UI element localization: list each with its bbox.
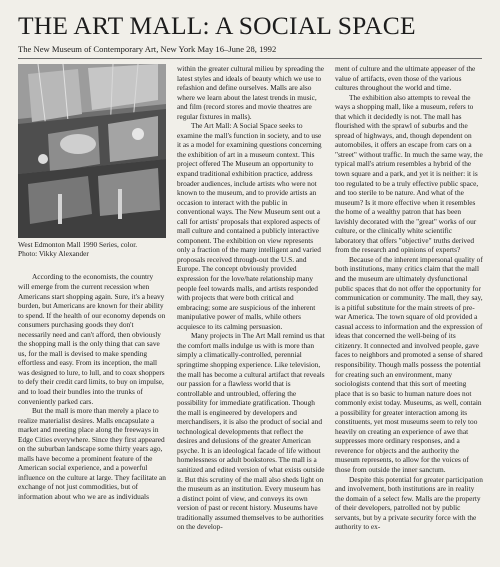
paragraph: But the mall is more than merely a place to realize materialist desires. Malls encapsulate a market and meeting place along the freeways in Edge Cities everywhere. Since they first appeared on the suburban landscape some thirty years ago, malls have become a prominent feature of the American social experience, and a powerful influence on the culture at large. They facilitate an exchange of not just commodities, but of information about who we are as individuals [18,406,166,501]
text-column-2 [177,64,325,564]
photo-caption [18,240,166,258]
paragraph: Despite this potential for greater participation and involvement, both institutions are in reality the domain of a select few. Malls are the property of their developers, patrolled not by public servants, but by a private security force with the authority to ex- [335,474,483,532]
mall-photo [18,64,166,238]
paragraph: The Art Mall: A Social Space seeks to examine the mall's function in society, and to use it as a model for examining questions concerning the exhibition of art in a museum context. This project offered The Museum an opportunity to expand traditional exhibition practice, address broader audiences, include artists who were not known to the museum, and to provide artists an occasion to interact with the public in conventional ways. The New Museum sent out a call for artists' proposals that explored aspects of mall culture and contained a publicly interactive component. The exhibition on view represents only a fraction of the many intelligent and varied proposals received through-out the U.S. and Europe. The concept obviously provided expression for the love/hate relationship many people feel towards malls, and artists responded with projects that were both critical and embracing; some are suspicious of the inherent manipulative power of malls, while others acquiesce to its calming persuasion. [177,121,322,331]
paragraph: According to the economists, the country will emerge from the current recession when Americans start shopping again. Sure, it's a heavy burden, but Americans are known for their ability to spend. If the health of our economy depends on consumers purchasing goods they don't necessarily need and can't afford, then obviously the shopping mall is the only thing that can save us, for the mall is devised to make spending effortless and easy. From its inception, the mall was designed to lure, to lull, and to coax shoppers to defy their credit card limits, to buy on impulse, and to load their bundles into the trunks of conveniently parked cars. [18,272,166,406]
photo-caption-title: West Edmonton Mall 1990 Series, color. [18,240,138,249]
mall-interior-illustration [18,64,166,238]
title-rule [18,58,482,59]
paragraph: Many projects in The Art Mall remind us that the comfort malls indulge us with is more than simply a climatically-controlled, perennial springtime shopping experience. Like television, the mall has become a cultural artifact that reveals our passion for a flawless world that is controllable and untroubled, offering the possibility for immediate gratification. Though the mall is engineered by developers and merchandisers, it is also the product of social and technological developments that reflect the desires and delusions of the greater American psyche. It is an ideological facade of life without homelessness or adult bookstores. The mall is a sanitized and edited version of what exists outside it. But this scrutiny of the mall also sheds light on the museum as an institution. Every museum has a distinct point of view, and conveys its own version of past or recent history. Museums have traditionally assumed themselves to be authorities on the develop- [177,331,325,532]
text-column-1 [18,64,166,564]
page-title: THE ART MALL: A SOCIAL SPACE [18,11,416,40]
paragraph: ment of culture and the ultimate appeaser of the value of artifacts, even those of the various cultures throughout the world and time. [335,64,476,93]
text-column-3 [335,64,483,564]
photo-credit: Photo: Vikky Alexander [18,249,89,259]
caption-spacer [18,264,166,272]
paragraph: The exhibition also attempts to reveal the ways a shopping mall, like a museum, refers to that which it decidedly is not. The mall has flourished with the sprawl of suburbs and the spread of highways, and, though dependent on automobiles, it offers an escape from cars on a "street" without traffic. In much the same way, the typical mall's atrium resembles a hybrid of the town square and a park, and yet it is neither: it is too regulated to be a truly effective public space, and too sterile to be nature. And what of the museum? Is it more effective when it resembles the home of a wealthy patron that has been lavishly decorated with the "great" works of our culture, or the clinically white scientific laboratory that offers "objective" truths derived from the research and opinions of experts? [335,92,483,255]
paragraph: within the greater cultural milieu by spreading the latest styles and ideals of beauty which we use to refashion and define ourselves. Malls are also where we learn about the latest trends in music, and film (record stores and movie theatres are regular fixtures in malls). [177,64,325,121]
paragraph: Because of the inherent impersonal quality of both institutions, many critics claim that the mall and the museum are ultimately dysfunctional public spaces that do not offer the opportunity for communication or community. The mall, they say, is a pitiful substitute for the main streets of pre-war America. The town square of old provided a casual access to information and the expression of ideas that concerned the well-being of its citizenry. It connected and involved people, gave faces to neighbors and promoted a sense of shared responsibility. Though malls possess the potential for creating such an environment, many sociologists contend that this sort of meeting place that is so basic to human nature does not commonly exist today. Museums, as well, contain a possibility for greater interaction among its constituents, yet most museums seem to rely too heavily on creating an experience of awe that suppresses more ordinary responses, and a reverence for objects and the authority the museum represents, to allow for the voices of those from outside the inner sanctum. [335,254,483,474]
exhibition-subtitle: The New Museum of Contemporary Art, New York May 16–June 28, 1992 [18,44,277,54]
